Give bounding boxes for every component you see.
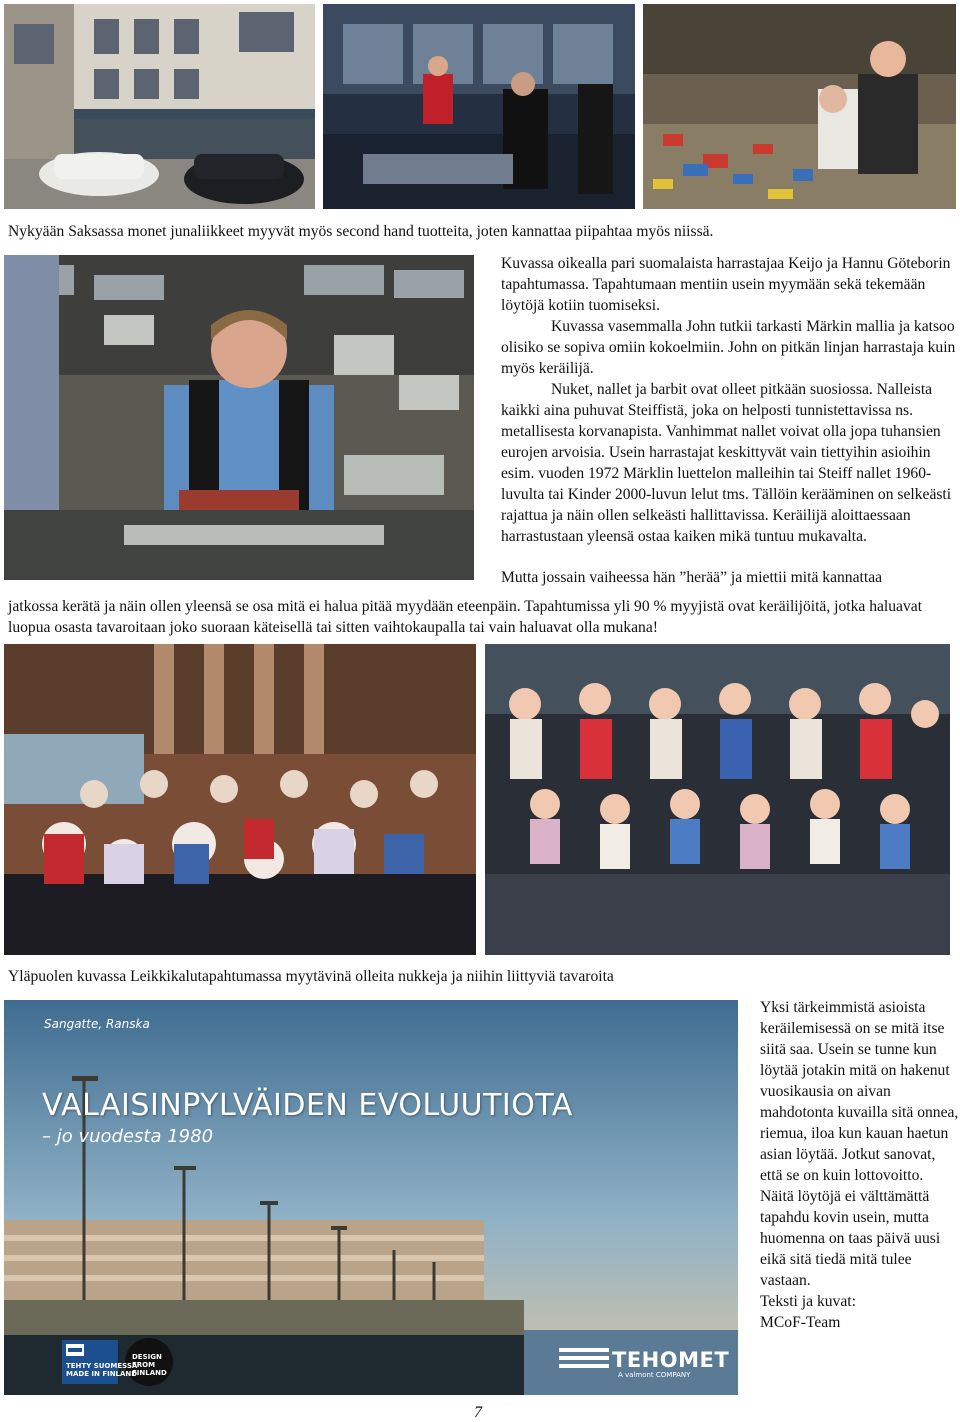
photo-toy-shop-interior [323,4,635,209]
tehomet-logo: TEHOMET [612,1348,730,1372]
advertisement-tehomet [4,1000,738,1395]
design-from-finland-badge: DESIGN FROM FINLAND [132,1353,167,1377]
article-paragraph-4-rest: jatkossa kerätä ja näin ollen yleensä se osa mitä ei halua pitää myydään eteenpäin. Tapahtumissa yli 90 % myyjistä ovat keräilijöitä, jotka haluavat luopua osasta tavaroitaan joko suoraan käteisellä tai sitten vaihtokaupalla tai vain haluavat olla mukana! [8,598,923,636]
article-paragraph-1: Kuvassa oikealla pari suomalaista harrastajaa Keijo ja Hannu Göteborin tapahtumassa. Tapahtumaan mentiin usein myymään sekä tekemään löytöjä kotiin tuomiseksi. [501,255,951,314]
photo-shop-street [4,4,315,209]
valmont-company-text: A valmont COMPANY [618,1371,691,1379]
page-number: 7 [474,1404,482,1421]
article-paragraph-2: Kuvassa vasemmalla John tutkii tarkasti Märkin mallia ja katsoo olisiko se sopiva omiin kokoelmiin. John on pitkän linjan harrastaja kuin myös keräilijä. [501,318,956,377]
sidebar-paragraph-1: Yksi tärkeimmistä asioista keräilemisessä on se mitä itse siitä saa. Usein se tunne kun löytää jotakin mitä on hakenut vuosikausia on aivan mahdotonta kuvailla sitä onnea, riemua, iloa kun kauan haetun asian löytää. Jotkut sanovat, että se on kuin lottovoitto. [760,999,959,1184]
ad-subtitle: – jo vuodesta 1980 [42,1126,214,1147]
sidebar-credits-label: Teksti ja kuvat: [760,1293,856,1310]
sidebar-credits-team: MCoF-Team [760,1314,841,1331]
top-photos-caption: Nykyään Saksassa monet junaliikkeet myyvät myös second hand tuotteita, joten kannattaa piipahtaa myös niissä. [8,223,714,240]
ad-title: VALAISINPYLVÄIDEN EVOLUUTIOTA [42,1088,573,1123]
made-in-finland-badge: TEHTY SUOMESSA MADE IN FINLAND [66,1362,138,1378]
ad-location: Sangatte, Ranska [44,1017,150,1031]
dolls-caption: Yläpuolen kuvassa Leikkikalutapahtumassa myytävinä olleita nukkeja ja niihin liittyviä tavaroita [8,968,614,985]
photo-john-collector [4,255,474,580]
photo-dolls-right [485,644,950,955]
photo-toy-fair-sellers [643,4,956,209]
article-paragraph-4-start: Mutta jossain vaiheessa hän ”herää” ja miettii mitä kannattaa [501,569,883,586]
sidebar-text [760,997,960,1333]
photo-dolls-left [4,644,476,955]
sidebar-paragraph-2: Näitä löytöjä ei välttämättä tapahdu kovin usein, mutta huomenna on taas päivä uusi eikä sitä tiedä mitä tulee vastaan. [760,1188,941,1289]
article-paragraph-3: Nuket, nallet ja barbit ovat olleet pitkään suosiossa. Nalleista kaikki aina puhuvat Steiffistä, joka on helposti tunnistettavissa ns. metallisesta korvanapista. Vanhimmat nallet voivat olla jopa tuhansien eurojen arvoisia. Usein harrastajat keskittyvät vain tiettyihin asioihin esim. vuoden 1972 Märklin luettelon malleihin tai Steiff nallet 1960-luvulta tai Kinder 2000-luvun lelut tms. Tällöin kerääminen on selkeästi rajattua ja näin ollen selkeästi hallittavissa. Keräilijä aloittaessaan harrastustaan yleensä ostaa kaiken mikä tuntuu mukavalta. [501,381,952,545]
